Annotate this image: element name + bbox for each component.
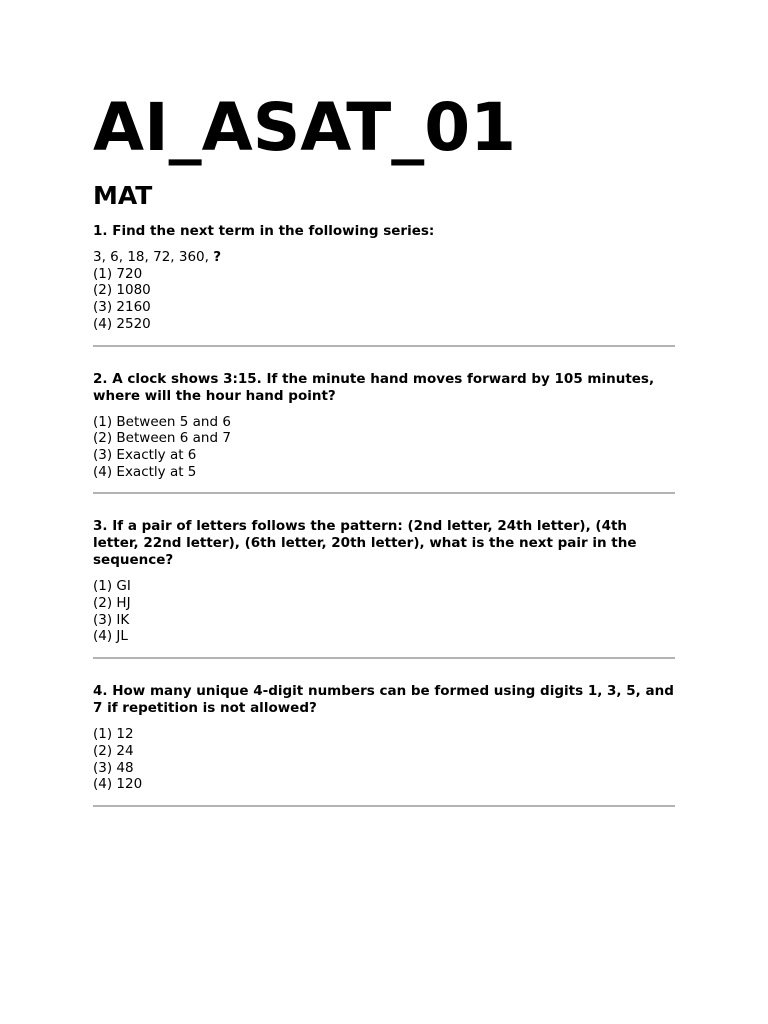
question-4-body [93,726,675,793]
question-1-body [93,249,675,333]
question-4-option-2: (2) 24 [93,742,134,759]
question-2 [93,371,675,481]
question-3 [93,518,675,645]
question-3-prompt: 3. If a pair of letters follows the pattern: (2nd letter, 24th letter), (4th letter, 22nd letter), (6th letter, 20th letter), what is the next pair in the sequence? [93,518,637,569]
question-1-prompt: 1. Find the next term in the following series: [93,223,435,239]
divider-3 [93,657,675,659]
section-title: MAT [93,181,153,210]
question-2-prompt: 2. A clock shows 3:15. If the minute hand moves forward by 105 minutes, where will the hour hand point? [93,370,655,404]
question-2-body [93,414,675,481]
question-2-option-2: (2) Between 6 and 7 [93,430,231,447]
question-4-option-4: (4) 120 [93,776,143,793]
divider-1 [93,345,675,347]
question-1-option-4: (4) 2520 [93,315,151,332]
series-values: 3, 6, 18, 72, 360, [93,249,214,265]
document-page [93,88,675,831]
question-3-option-3: (3) IK [93,611,130,628]
question-3-body [93,578,675,645]
divider-4 [93,805,675,807]
question-1-option-3: (3) 2160 [93,299,151,316]
question-2-option-1: (1) Between 5 and 6 [93,413,231,430]
question-1-option-2: (2) 1080 [93,282,151,299]
question-3-option-2: (2) HJ [93,595,131,612]
question-1-series [93,249,675,266]
divider-2 [93,492,675,494]
question-4-prompt: 4. How many unique 4-digit numbers can be formed using digits 1, 3, 5, and 7 if repetition is not allowed? [93,683,674,717]
question-2-option-4: (4) Exactly at 5 [93,463,197,480]
question-4-option-1: (1) 12 [93,726,134,743]
question-1 [93,223,675,333]
question-4-option-3: (3) 48 [93,759,134,776]
question-3-option-4: (4) JL [93,628,128,645]
document-title: AI_ASAT_01 [93,89,517,166]
question-2-option-3: (3) Exactly at 6 [93,446,197,463]
question-1-option-1: (1) 720 [93,265,143,282]
series-unknown: ? [213,249,222,265]
question-3-option-1: (1) GI [93,578,131,595]
question-4 [93,683,675,793]
